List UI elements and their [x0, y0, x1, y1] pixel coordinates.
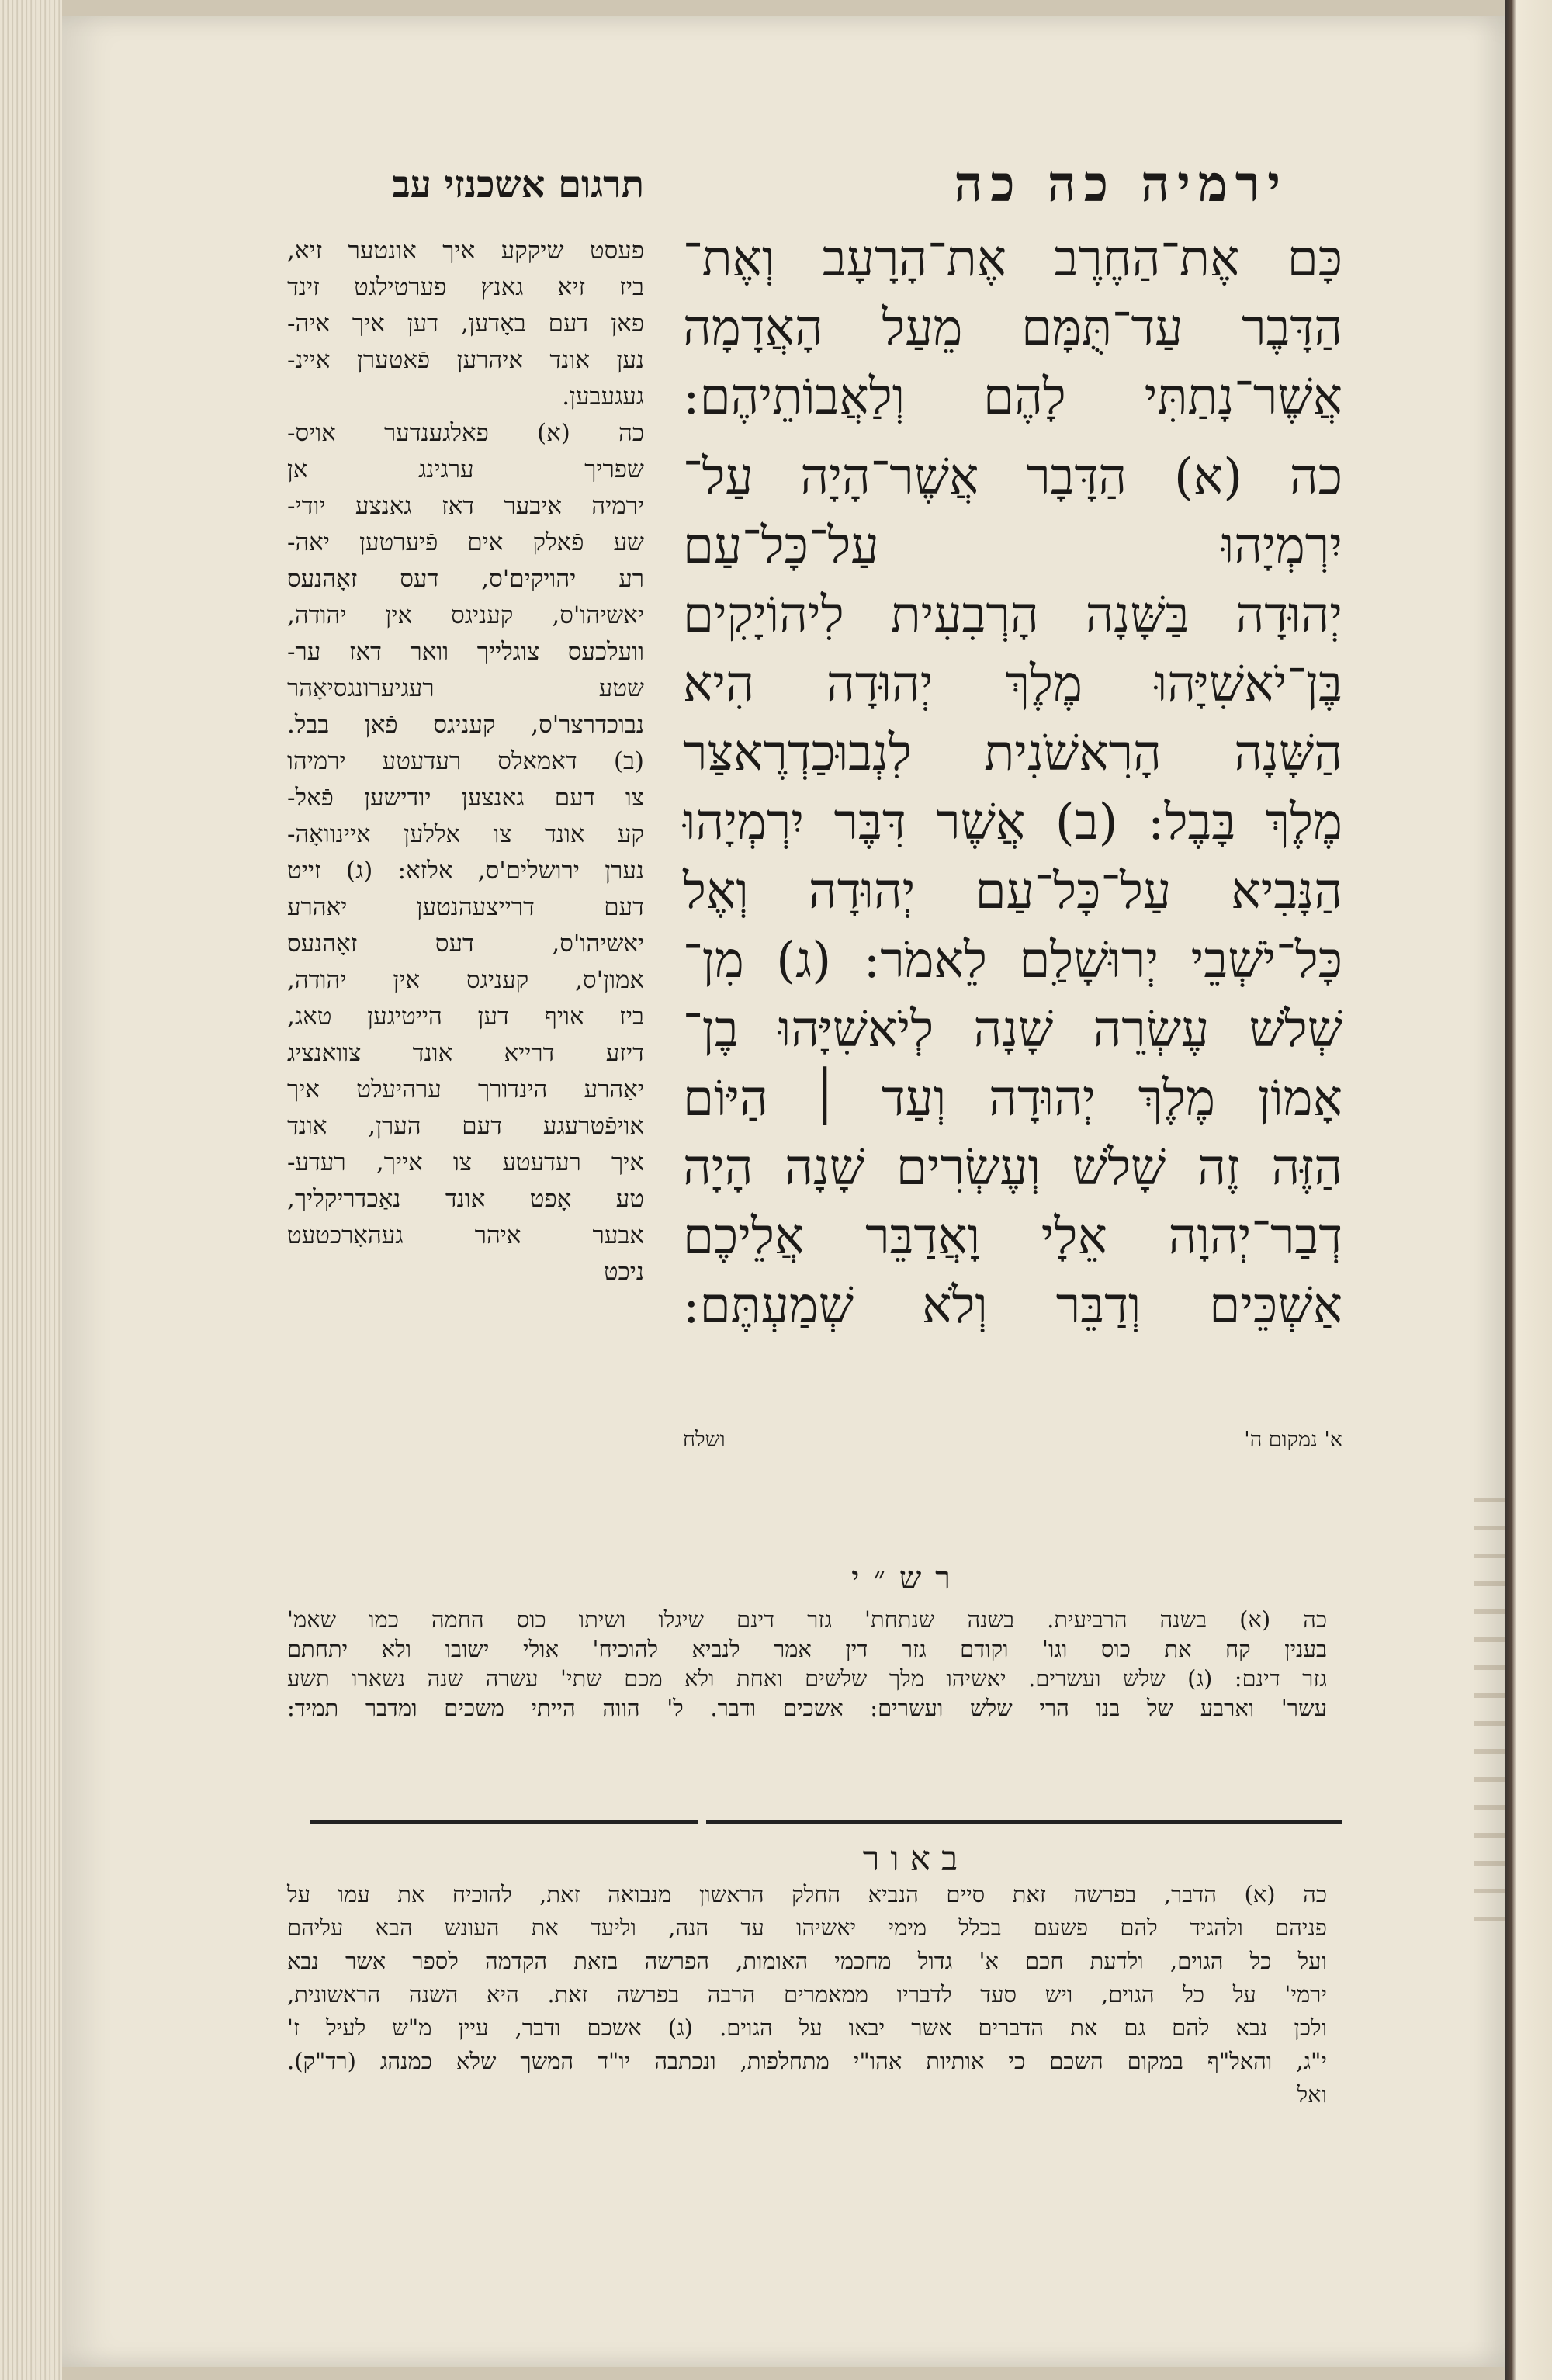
page-stains [1474, 1474, 1505, 1940]
text-line: ביז אויף דען הייטיגען טאג, [287, 1003, 644, 1031]
main-text-column [683, 225, 1342, 1341]
text-line: הַדָּבֶר עַד־תֻּמָּם מֵעַל הָאֲדָמָה [683, 300, 1342, 357]
text-line: יִרְמְיָהוּ עַל־כָּל־עַם [683, 518, 1342, 575]
running-header-main: ירמיה כה כה [954, 155, 1288, 213]
text-line: ניכט [603, 1258, 644, 1286]
text-line: אֲשֶׁר־נָתַתִּי לָהֶם וְלַאֲבוֹתֵיהֶם: [683, 369, 1342, 426]
text-line: אָמוֹן מֶלֶךְ יְהוּדָה וְעַד ׀ הַיּוֹם [683, 1070, 1342, 1128]
text-line: י"ג, והאל"ף במקום השכם כי אותיות אהו"י מתחלפות, ונכתבה יו"ד המשך שלא כמנהג (רד"ק). [287, 2048, 1327, 2074]
text-line: יְהוּדָה בַּשָּׁנָה הָרְבִעִית לִיהוֹיָקִים [683, 587, 1342, 644]
text-line: עשר' וארבע של בנו הרי שלש ועשרים: אשכים ודבר. ל' הווה הייתי משכים ומדבר תמיד: [287, 1695, 1327, 1721]
text-line: אויפֿטרעגע דעם הערן, אונד [287, 1112, 644, 1140]
text-line: דעם דרייצעהנטען יאהרע [287, 893, 644, 921]
main-footnote-right: א' נמקום ה' [1244, 1428, 1342, 1452]
text-line: ולכן נבא להם גם את הדברים אשר יבאו על הגוים. (ג) אשכם ודבר, עיין מ"ש לעיל ז' [287, 2015, 1327, 2041]
text-line: גזר דינם: (ג) שלש ועשרים. יאשיהו מלך שלשים ואחת ולא מכם שתי' עשרה שנה נשארו תשע [287, 1665, 1327, 1692]
text-line: שְׁלֹשׁ עֶשְׂרֵה שָׁנָה לְיֹאשִׁיָּהוּ בֶן־ [683, 1001, 1342, 1058]
text-line: כָּל־יֹשְׁבֵי יְרוּשָׁלִַם לֵאמֹר: (ג) מִן־ [683, 932, 1342, 989]
text-line: (ב) דאמאלס רעדעטע ירמיהו [287, 747, 644, 775]
text-line: כה (א) הדבר, בפרשה זאת סיים הנביא החלק הראשון מנבואה זאת, להוכיח את עמו על [287, 1881, 1327, 1907]
text-line: רע יהויקים'ס, דעס זאָהנעס [287, 565, 644, 593]
text-line: וועלכעס צוגלייך וואר דאז ער- [287, 638, 644, 666]
stanza-gap [683, 432, 1342, 443]
text-line: ירמי' על כל הגוים, ויש סעד לדבריו ממאמרים הרבה בפרשה זאת. היא השנה הראשונית, [287, 1981, 1327, 2008]
text-line: נבוכדרצר'ס, קעניגס פֿאן בבל. [287, 711, 644, 739]
text-line: שפריך ערגינג אן [287, 456, 644, 483]
text-line: נען אונד איהרען פֿאטערן איינ- [287, 346, 644, 374]
divider-rule-right [706, 1820, 1342, 1824]
next-page-edge [1505, 0, 1552, 2380]
text-line: דְבַר־יְהוָה אֵלָי וָאֲדַבֵּר אֲלֵיכֶם [683, 1208, 1342, 1266]
text-line: שע פֿאלק אים פֿיערטען יאה- [287, 528, 644, 556]
text-line: ביז זיא גאנץ פערטילגט זינד [287, 273, 644, 301]
text-line: נערן ירושלים'ס, אלזא: (ג) זייט [287, 857, 644, 885]
text-line: געגעבען. [562, 383, 644, 411]
page-edges [0, 0, 62, 2380]
text-line: איך רעדעטע צו אייך, רעדע- [287, 1148, 644, 1176]
rashi-commentary [287, 1605, 1327, 1723]
biur-commentary [287, 1878, 1327, 2112]
text-line: כה (א) הַדָּבָר אֲשֶׁר־הָיָה עַל־ [683, 449, 1342, 506]
text-line: הַנָּבִיא עַל־כָּל־עַם יְהוּדָה וְאֶל [683, 863, 1342, 920]
main-footnote-left: ושלח [683, 1428, 726, 1452]
text-line: צו דעם גאנצען יודישען פֿאל- [287, 784, 644, 812]
running-header-targum: תרגום אשכנזי עב [392, 163, 644, 206]
text-line: כה (א) פאלגענדער אויס- [287, 419, 644, 447]
text-line: דיזע דרייא אונד צוואנציג [287, 1039, 644, 1067]
text-line: טע אָפט אונד נאַכדריקליך, [287, 1185, 644, 1213]
text-line: יאשיהו'ס, קעניגס אין יהודה, [287, 601, 644, 629]
text-line: יאַהרע הינדורך ערהיעלט איך [287, 1076, 644, 1103]
text-line: בֶּן־יֹאשִׁיָּהוּ מֶלֶךְ יְהוּדָה הִיא [683, 656, 1342, 713]
divider-rule-left [310, 1820, 698, 1824]
text-line: הַשָּׁנָה הָרִאשֹׁנִית לִנְבוּכַדְרֶאצַּר [683, 725, 1342, 782]
text-line: מֶלֶךְ בָּבֶל: (ב) אֲשֶׁר דִּבֶּר יִרְמְיָהוּ [683, 794, 1342, 851]
biur-title: באור [862, 1839, 969, 1879]
text-line: אבער איהר געהאָרכטעט [287, 1221, 644, 1249]
text-line: בענין קח את כוס וגו' וקודם גזר דין אמר לנביא להוכיח' אולי ישובו ולא יתחתם [287, 1636, 1327, 1662]
text-line: פאן דעם באָדען, דען איך איה- [287, 310, 644, 338]
text-line: ואל [1297, 2081, 1327, 2108]
text-line: אַשְׁכֵּים וְדַבֵּר וְלֹא שְׁמַעְתֶּם: [683, 1277, 1342, 1335]
targum-column [287, 233, 644, 1290]
text-line: פעסט שיקקע איך אונטער זיא, [287, 237, 644, 265]
rashi-title: רש״י [851, 1561, 965, 1596]
text-line: ועל כל הגוים, ולדעת חכם א' גדול מחכמי האומות, הפרשה בזאת הקדמה לספר אשר נבא [287, 1948, 1327, 1974]
text-line: שטע רעגיערונגסיאָהר [287, 674, 644, 702]
text-line: כָּם אֶת־הַחֶרֶב אֶת־הָרָעָב וְאֶת־ [683, 230, 1342, 288]
text-line: הַזֶּה זֶה שָׁלֹשׁ וְעֶשְׂרִים שָׁנָה הָיָה [683, 1139, 1342, 1197]
text-line: יאשיהו'ס, דעס זאָהנעס [287, 930, 644, 958]
text-line: פניהם ולהגיד להם פשעם בכלל מימי יאשיהו עד הנה, וליעד את העונש הבא עליהם [287, 1914, 1327, 1941]
main-footnote [683, 1428, 1342, 1452]
text-line: אמון'ס, קעניגס אין יהודה, [287, 966, 644, 994]
text-line: ירמיה איבער דאז גאנצע יודי- [287, 492, 644, 520]
text-line: קע אונד צו אללען איינוואָה- [287, 820, 644, 848]
text-line: כה (א) בשנה הרביעית. בשנה שנתחת' גזר דינם שיגלו ושיתו כוס החמה כמו שאמ' [287, 1606, 1327, 1633]
